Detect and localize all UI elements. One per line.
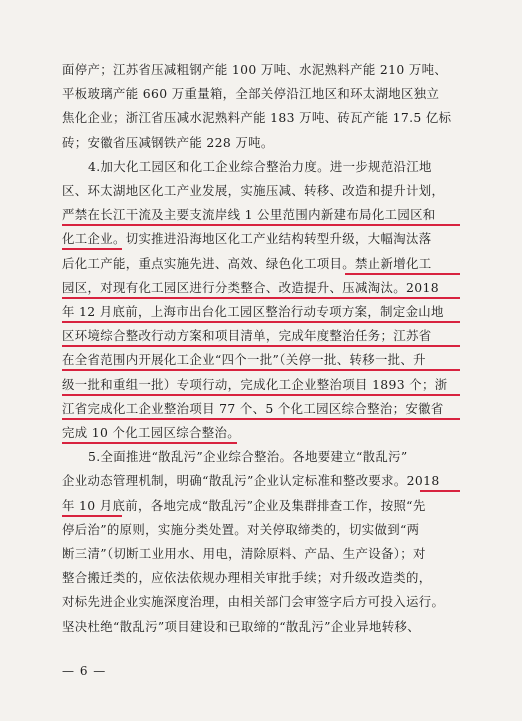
underline-mark (62, 321, 460, 323)
text-line: 年 12 月底前，上海市出台化工园区整治行动专项方案，制定金山地 (62, 304, 444, 319)
underline-mark (62, 248, 122, 250)
underline-mark (62, 418, 460, 420)
underline-mark (420, 490, 460, 492)
text-line: 区环境综合整改行动方案和项目清单，完成年度整治任务；江苏省 (62, 328, 432, 344)
text-line: 坚决杜绝“散乱污”项目建设和已取缔的“散乱污”企业异地转移、 (62, 618, 420, 634)
text-line: 砖；安徽省压减钢铁产能 228 万吨。 (62, 134, 274, 150)
section-heading-5: 5.全面推进“散乱污”企业综合整治。各地要建立“散乱污” (88, 449, 408, 465)
text-line: 停后治”的原则，实施分类处置。对关停取缔类的，切实做到“两 (62, 521, 420, 537)
underline-mark (62, 394, 460, 396)
text-line: 级一批和重组一批）专项行动，完成化工企业整治项目 1893 个；浙 (62, 376, 448, 392)
text-line: 焦化企业；浙江省压减水泥熟料产能 183 万吨、砖瓦产能 17.5 亿标 (62, 110, 452, 126)
underline-mark (62, 297, 460, 299)
text-line: 完成 10 个化工园区综合整治。 (62, 425, 240, 440)
text-line: 企业动态管理机制，明确“散乱污”企业认定标准和整改要求。2018 (62, 473, 440, 489)
text-line: 后化工产能，重点实施先进、高效、绿色化工项目。禁止新增化工 (62, 255, 432, 271)
text-line: 在全省范围内开展化工企业“四个一批”（关停一批、转移一批、升 (62, 352, 426, 368)
underline-mark (62, 224, 460, 226)
underline-mark (62, 345, 460, 347)
text-line: 平板玻璃产能 660 万重量箱，全部关停沿江地区和环太湖地区独立 (62, 86, 440, 102)
underline-mark (62, 442, 237, 444)
text-line: 江省完成化工企业整治项目 77 个、5 个化工园区综合整治；安徽省 (62, 400, 444, 416)
text-line: 化工企业。切实推进沿海地区化工产业结构转型升级，大幅淘汰落 (62, 231, 432, 247)
underline-mark (62, 515, 122, 517)
section-heading-4: 4.加大化工园区和化工企业综合整治力度。进一步规范沿江地 (88, 158, 432, 174)
text-line: 整合搬迁类的，应依法依规办理相关审批手续；对升级改造类的， (62, 570, 432, 586)
text-line: 严禁在长江干流及主要支流岸线 1 公里范围内新建布局化工园区和 (62, 207, 436, 223)
underline-mark (62, 369, 460, 371)
text-line: 面停产；江苏省压减粗钢产能 100 万吨、水泥熟料产能 210 万吨、 (62, 62, 448, 77)
text-line: 年 10 月底前，各地完成“散乱污”企业及集群排查工作，按照“先 (62, 497, 426, 513)
text-line: 园区，对现有化工园区进行分类整合、改造提升、压减淘汰。2018 (62, 279, 439, 295)
page-number: — 6 — (62, 664, 107, 678)
underline-mark (345, 273, 460, 275)
text-line: 区、环太湖地区化工产业发展，实施压减、转移、改造和提升计划， (62, 183, 445, 198)
text-line: 断三清”（切断工业用水、用电，清除原料、产品、生产设备）；对 (62, 546, 426, 561)
text-line: 对标先进企业实施深度治理，由相关部门会审签字后方可投入运行。 (62, 594, 445, 610)
